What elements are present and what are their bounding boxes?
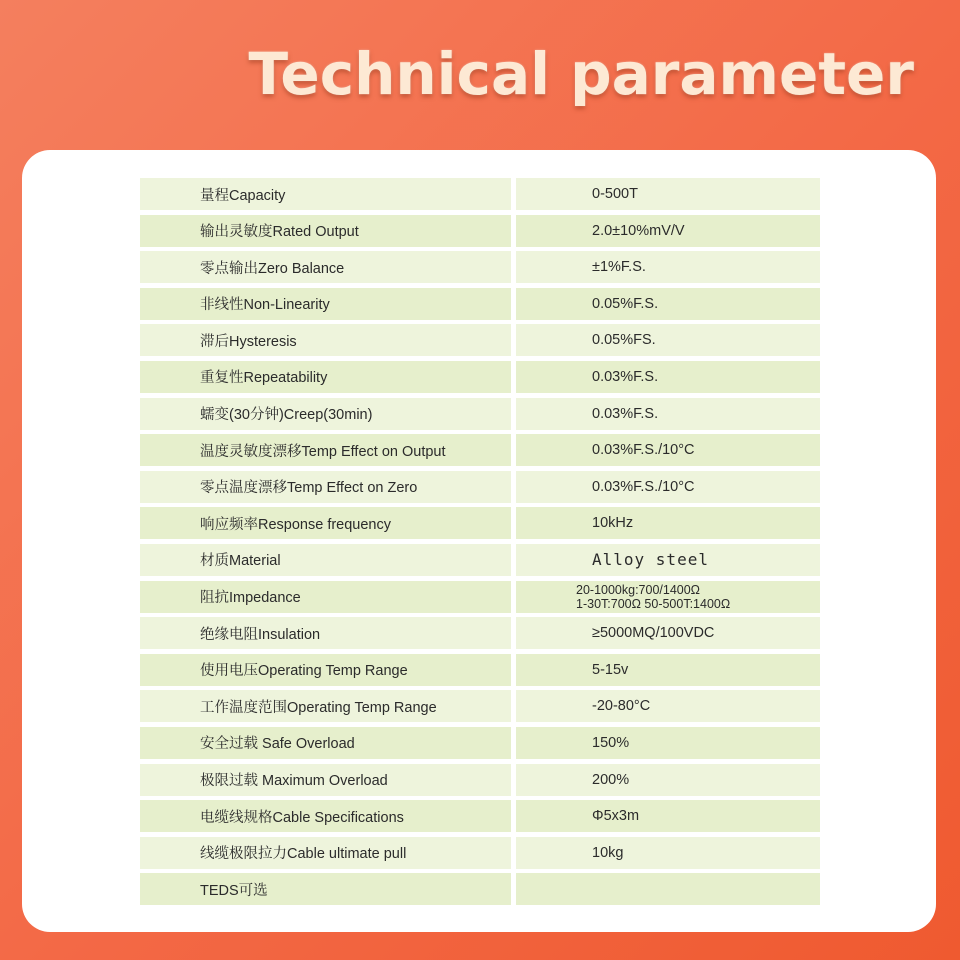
param-name: 量程Capacity [140,178,511,210]
param-value: 0.05%F.S. [516,288,820,320]
param-value: 0-500T [516,178,820,210]
param-value: 0.03%F.S./10°C [516,471,820,503]
param-name: 零点温度漂移Temp Effect on Zero [140,471,511,503]
table-row [140,178,820,210]
parameter-card [22,150,936,932]
table-row [140,398,820,430]
param-value: Φ5x3m [516,800,820,832]
param-name: 线缆极限拉力Cable ultimate pull [140,837,511,869]
param-name: 非线性Non-Linearity [140,288,511,320]
param-value [516,581,820,613]
table-row [140,837,820,869]
table-row [140,690,820,722]
param-name: 零点输出Zero Balance [140,251,511,283]
table-row [140,471,820,503]
param-name: 使用电压Operating Temp Range [140,654,511,686]
table-row [140,324,820,356]
table-row [140,507,820,539]
param-value: 5-15v [516,654,820,686]
param-value: 0.03%F.S. [516,398,820,430]
parameter-table [140,178,820,910]
table-row [140,215,820,247]
param-value: ≥5000MQ/100VDC [516,617,820,649]
param-value: 10kg [516,837,820,869]
param-name: 绝缘电阻Insulation [140,617,511,649]
page-title: Technical parameter [248,40,914,108]
table-row [140,434,820,466]
table-row [140,581,820,613]
param-name: 电缆线规格Cable Specifications [140,800,511,832]
table-row [140,288,820,320]
param-value: 10kHz [516,507,820,539]
param-value: -20-80°C [516,690,820,722]
table-row [140,361,820,393]
param-name: 滞后Hysteresis [140,324,511,356]
param-value: 2.0±10%mV/V [516,215,820,247]
param-name: 极限过载 Maximum Overload [140,764,511,796]
table-row [140,727,820,759]
param-value: 150% [516,727,820,759]
table-row [140,617,820,649]
param-name: 响应频率Response frequency [140,507,511,539]
param-name: 重复性Repeatability [140,361,511,393]
table-row [140,800,820,832]
table-row [140,654,820,686]
param-name: 蠕变(30分钟)Creep(30min) [140,398,511,430]
table-row [140,873,820,905]
param-value: 0.03%F.S. [516,361,820,393]
impedance-line-2: 1-30T:700Ω 50-500T:1400Ω [576,596,731,611]
param-name: 工作温度范围Operating Temp Range [140,690,511,722]
table-row [140,251,820,283]
param-name: 阻抗Impedance [140,581,511,613]
param-name: 输出灵敏度Rated Output [140,215,511,247]
param-value: Alloy steel [516,544,820,576]
param-value: 0.05%FS. [516,324,820,356]
param-value: ±1%F.S. [516,251,820,283]
table-row [140,544,820,576]
impedance-line-1: 20-1000kg:700/1400Ω [576,582,701,597]
param-value: 200% [516,764,820,796]
param-name: TEDS可选 [140,873,511,905]
param-name: 材质Material [140,544,511,576]
param-value: 0.03%F.S./10°C [516,434,820,466]
param-name: 温度灵敏度漂移Temp Effect on Output [140,434,511,466]
param-value [516,873,820,905]
table-row [140,764,820,796]
param-name: 安全过载 Safe Overload [140,727,511,759]
